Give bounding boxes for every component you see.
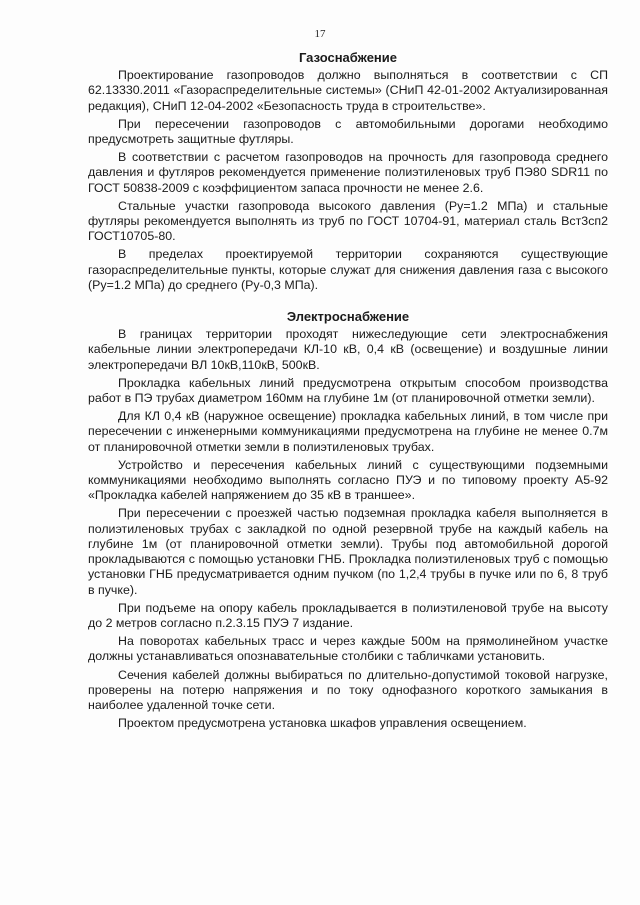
gas-paragraph: При пересечении газопроводов с автомобильными дорогами необходимо предусмотреть защитные футляры. <box>88 116 608 147</box>
gas-paragraph: Стальные участки газопровода высокого давления (Ру=1.2 МПа) и стальные футляры рекомендуется выполнять из труб по ГОСТ 10704-91, материал сталь Вст3сп2 ГОСТ10705-80. <box>88 198 608 244</box>
page-content <box>88 50 608 734</box>
power-paragraph: При подъеме на опору кабель прокладывается в полиэтиленовой трубе на высоту до 2 метров согласно п.2.3.15 ПУЭ 7 издание. <box>88 600 608 630</box>
power-paragraph: На поворотах кабельных трасс и через каждые 500м на прямолинейном участке должны устанавливаться опознавательные столбики с табличками установить. <box>88 634 608 664</box>
page-number: 17 <box>314 28 326 40</box>
power-paragraph: При пересечении с проезжей частью подземная прокладка кабеля выполняется в полиэтиленовых трубах с закладкой по одной резервной трубе на каждый кабель на глубине 1м (от планировочной отметки земли). Трубы под автомобильной дорогой прокладываются с помощью установки ГНБ. Прокладка полиэтиленовых труб с помощью установки ГНБ предусматривается одним пучком (по 1,2,4 трубы в пучке или по 6, 8 труб в пучке). <box>88 506 608 597</box>
power-paragraph: В границах территории проходят нижеследующие сети электроснабжения кабельные линии электропередачи КЛ-10 кВ, 0,4 кВ (освещение) и воздушные линии электропередачи ВЛ 10кВ,110кВ, 500кВ. <box>88 327 608 372</box>
power-paragraph: Проектом предусмотрена установка шкафов управления освещением. <box>118 716 527 731</box>
power-paragraph: Устройство и пересечения кабельных линий с существующими подземными коммуникациями необходимо выполнять согласно ПУЭ и по типовому проекту А5-92 «Прокладка кабелей напряжением до 35 кВ в траншее». <box>88 457 608 503</box>
gas-paragraph: В пределах проектируемой территории сохраняются существующие газораспределительные пункты, которые служат для снижения давления газа с высокого (Ру=1.2 МПа) до среднего (Ру-0,3 МПа). <box>88 247 608 292</box>
power-paragraph: Прокладка кабельных линий предусмотрена открытым способом производства работ в ПЭ трубах диаметром 160мм на глубине 1м (от планировочной отметки земли). <box>88 375 608 406</box>
section-heading-gas: Газоснабжение <box>298 50 397 65</box>
gas-paragraph: Проектирование газопроводов должно выполняться в соответствии с СП 62.13330.2011 «Газораспределительные системы» (СНиП 42-01-2002 Актуализированная редакция), СНиП 12-04-2002 «Безопасность труда в строительстве». <box>88 68 608 113</box>
section-heading-power: Электроснабжение <box>286 309 410 325</box>
power-paragraph: Сечения кабелей должны выбираться по длительно-допустимой токовой нагрузке, проверены на потерю напряжения и по току однофазного короткого замыкания в наиболее удаленной точке сети. <box>88 667 608 712</box>
power-paragraph: Для КЛ 0,4 кВ (наружное освещение) прокладка кабельных линий, в том числе при пересечении с инженерными коммуникациями предусмотрена на глубине не менее 0.7м от планировочной отметки земли в полиэтиленовых трубах. <box>88 409 608 454</box>
gas-paragraph: В соответствии с расчетом газопроводов на прочность для газопровода среднего давления и футляров рекомендуется применение полиэтиленовых труб ПЭ80 SDR11 по ГОСТ 50838-2009 с коэффициентом запаса прочности не менее 2.6. <box>88 150 608 195</box>
